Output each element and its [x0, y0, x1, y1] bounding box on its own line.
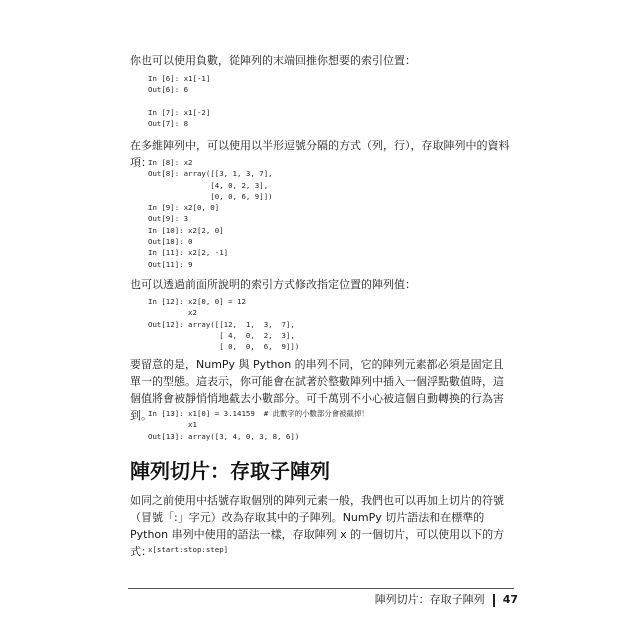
code-block-negative-index: In [6]: x1[-1] Out[6]: 6 In [7]: x1[-2] Out[7]: 8 [148, 74, 211, 129]
code-block-slice-syntax: x[start:stop:step] [148, 545, 229, 554]
footer-section-title: 陣列切片：存取子陣列 [374, 593, 485, 606]
page-number: 47 [502, 593, 518, 606]
code-block-multidim-access: In [8]: x2 Out[8]: array([[3, 1, 3, 7], [4, 0, 2, 3], [0, 0, 6, 9]]) In [9]: x2[0, 0] Out[9]: 3 In [10]: x2[2, 0] Out[10]: 0 In [11]: x2[2, -1] Out[11]: 9 [148, 158, 273, 269]
section-heading: 陣列切片：存取子陣列 [130, 459, 330, 483]
footer-divider [493, 594, 495, 607]
paragraph-slicing-intro: 如同之前使用中括號存取個別的陣列元素一般，我們也可以再加上切片的符號（冒號「:」字元）改為存取其中的子陣列。NumPy 切片語法和在標準的 Python 串列中使用的語法一樣，存取陣列 x 的一個切片，可以使用以下的方式： [130, 494, 505, 558]
paragraph-modify-value: 也可以透過前面所說明的索引方式修改指定位置的陣列值： [130, 278, 416, 291]
paragraph-type-note: 要留意的是，NumPy 與 Python 的串列不同，它的陣列元素都必須是固定且單一的型態。這表示，你可能會在試著於整數陣列中插入一個浮點數值時，這個值將會被靜悄悄地截去小數部分。可千萬別不小心被這個自動轉換的行為害到。 [130, 358, 504, 422]
code-block-modify-value: In [12]: x2[0, 0] = 12 x2 Out[12]: array([[12, 1, 3, 7], [ 4, 0, 2, 3], [ 0, 0, 6, 9]]) [148, 297, 300, 352]
code-block-truncation: In [13]: x1[0] = 3.14159 # 此數字的小數部分會被截掉！ x1 Out[13]: array([3, 4, 0, 3, 8, 6]) [148, 409, 369, 441]
paragraph-negative-index: 你也可以使用負數，從陣列的末端回推你想要的索引位置： [130, 54, 416, 67]
page-footer [375, 592, 518, 608]
paragraph-multidim-access: 在多維陣列中，可以使用以半形逗號分隔的方式（列，行），存取陣列中的資料項： [130, 139, 510, 169]
footer-rule [128, 588, 514, 589]
